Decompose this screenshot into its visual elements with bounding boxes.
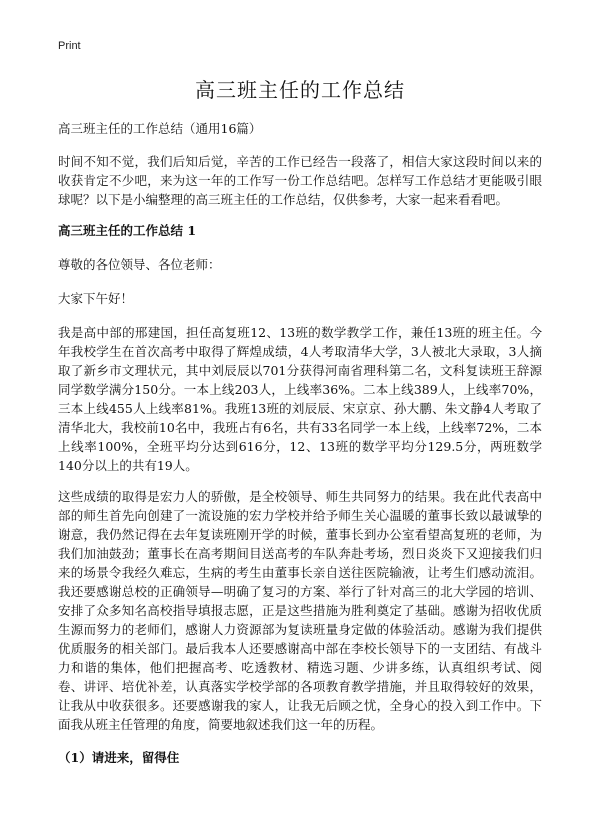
subsection-heading: （1）请进来，留得住 xyxy=(58,750,180,765)
greeting-line: 大家下午好！ xyxy=(58,291,134,306)
section-heading: 高三班主任的工作总结 1 xyxy=(58,223,197,238)
document-title: 高三班主任的工作总结 xyxy=(195,78,405,102)
print-label[interactable]: Print xyxy=(58,40,81,52)
greeting-line: 尊敬的各位领导、各位老师： xyxy=(58,257,221,272)
document-subtitle: 高三班主任的工作总结（通用16篇） xyxy=(58,121,262,136)
body-paragraph: 我是高中部的邢建国，担任高复班12、13班的数学教学工作，兼任13班的班主任。今年我校学生在首次高考中取得了辉煌成绩，4人考取清华大学，3人被北大录取，3人摘取了新乡市文理状元，其中刘辰辰以701分获得河南省理科第二名，文科复读班王辞源同学数学满分150分。一本上线203人，上线率36%。二本上线389人，上线率70%，三本上线455人上线率81%。我班13班的刘辰辰、宋京京、孙大鹏、朱文静4人考取了清华北大，我校前10名中，我班占有6名，共有33名同学一本上线，上线率72%，二本上线率100%，全班平均分达到616分，12、13班的数学平均分129.5分，两班数学140分以上的共有19人。 xyxy=(58,325,542,473)
body-paragraph: 这些成绩的取得是宏力人的骄傲，是全校领导、师生共同努力的结果。我在此代表高中部的师生首先向创建了一流设施的宏力学校并给予师生关心温暖的董事长致以最诚挚的谢意，我仍然记得在去年复读班刚开学的时候，董事长到办公室看望高复班的老师，为我们加油鼓劲；董事长在高考期间目送高考的车队奔赴考场，烈日炎炎下又迎接我们归来的场景令我经久难忘，生病的考生由董事长亲自送往医院输液，让考生们感动流泪。我还要感谢总校的正确领导—明确了复习的方案、举行了针对高三的北大学园的培训、安排了众多知名高校指导填报志愿，正是这些措施为胜利奠定了基础。感谢为招收优质生源而努力的老师们，感谢人力资源部为复读班量身定做的体验活动。感谢为我们提供优质服务的相关部门。最后我本人还要感谢高中部在李校长领导下的一支团结、有战斗力和谐的集体，他们把握高考、吃透教材、精选习题、少讲多练，认真组织考试、阅卷、讲评、培优补差，认真落实学校学部的各项教育教学措施，并且取得较好的效果，让我从中收获很多。还要感谢我的家人，让我无后顾之忧，全身心的投入到工作中。下面我从班主任管理的角度，简要地叙述我们这一年的历程。 xyxy=(58,489,542,732)
intro-paragraph: 时间不知不觉，我们后知后觉，辛苦的工作已经告一段落了，相信大家这段时间以来的收获肯定不少吧，来为这一年的工作写一份工作总结吧。怎样写工作总结才更能吸引眼球呢？以下是小编整理的高三班主任的工作总结，仅供参考，大家一起来看看吧。 xyxy=(58,154,542,207)
